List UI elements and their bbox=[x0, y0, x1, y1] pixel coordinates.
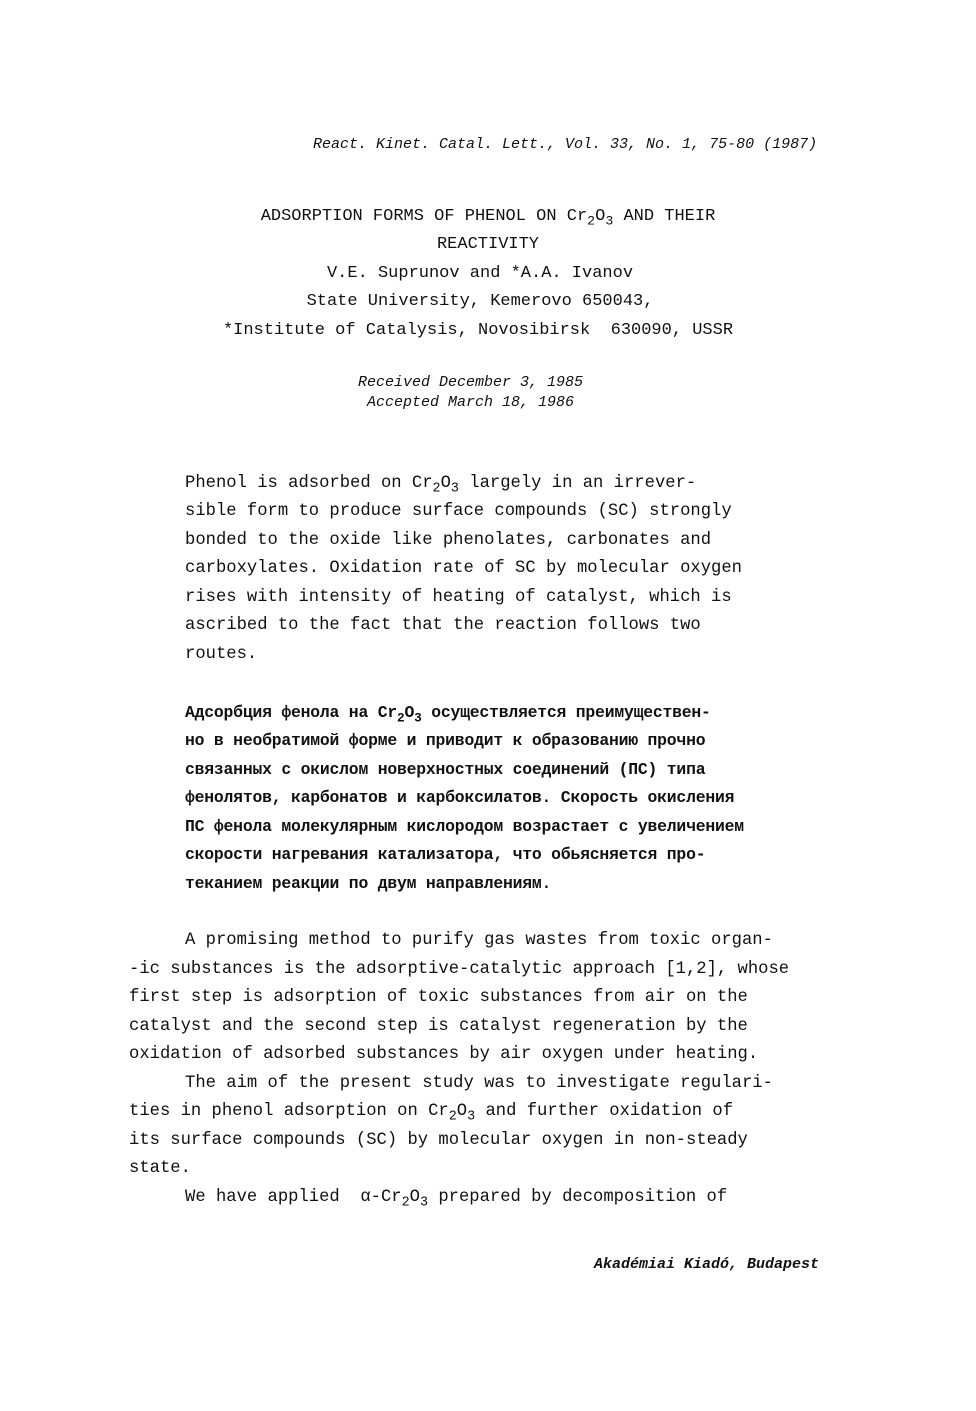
body-line: oxidation of adsorbed substances by air oxygen under heating. bbox=[129, 1045, 759, 1064]
abstract-en-line: routes. bbox=[185, 645, 258, 664]
paper-title-line-1: ADSORPTION FORMS OF PHENOL ON $Cr_2O_3$ AND THEIR bbox=[260, 207, 716, 229]
publisher-footer: Akadémiai Kiadó, Budapest bbox=[594, 1256, 820, 1273]
affiliation-1: State University, Kemerovo 650043, bbox=[306, 292, 654, 311]
abstract-ru-line-1: Адсорбция фенола на $Cr_2O_3$ осуществляется преимуществен- bbox=[185, 703, 711, 726]
abstract-en-line: sible form to produce surface compounds (SC) strongly bbox=[185, 502, 732, 521]
body-line-formula: ties in phenol adsorption on $Cr_2O_3$ and further oxidation of bbox=[129, 1102, 734, 1125]
accepted-date: Accepted March 18, 1986 bbox=[367, 394, 575, 411]
affiliation-2: *Institute of Catalysis, Novosibirsk 630090, USSR bbox=[222, 321, 734, 340]
abstract-ru-line: скорости нагревания катализатора, что обьясняется про- bbox=[185, 845, 706, 864]
body-line: The aim of the present study was to investigate regulari- bbox=[185, 1074, 773, 1093]
abstract-en-line: rises with intensity of heating of catalyst, which is bbox=[185, 588, 732, 607]
body-line: its surface compounds (SC) by molecular oxygen in non-steady bbox=[129, 1131, 748, 1150]
body-line: A promising method to purify gas wastes from toxic organ- bbox=[185, 931, 773, 950]
abstract-ru-line: ПС фенола молекулярным кислородом возрастает с увеличением bbox=[185, 817, 744, 836]
body-line: state. bbox=[129, 1159, 191, 1178]
abstract-en-line: carboxylates. Oxidation rate of SC by molecular oxygen bbox=[185, 559, 742, 578]
abstract-ru-line: теканием реакции по двум направлениям. bbox=[185, 874, 552, 893]
body-line-formula: We have applied $\alpha-Cr_2O_3$ prepared by decomposition of bbox=[185, 1188, 728, 1211]
body-line: first step is adsorption of toxic substances from air on the bbox=[129, 988, 748, 1007]
paper-title-line-2: REACTIVITY bbox=[436, 235, 540, 254]
abstract-en-line-1: Phenol is adsorbed on $Cr_2O_3$ largely in an irrever- bbox=[185, 474, 697, 497]
body-line: -ic substances is the adsorptive-catalytic approach [1,2], whose bbox=[129, 960, 790, 979]
body-line: catalyst and the second step is catalyst regeneration by the bbox=[129, 1017, 748, 1036]
abstract-ru-line: связанных с окислом новерхностных соединений (ПС) типа bbox=[185, 760, 706, 779]
authors: V.E. Suprunov and *A.A. Ivanov bbox=[326, 264, 634, 283]
abstract-en-line: ascribed to the fact that the reaction follows two bbox=[185, 616, 701, 635]
received-date: Received December 3, 1985 bbox=[358, 374, 584, 391]
abstract-ru-line: но в необратимой форме и приводит к образованию прочно bbox=[185, 731, 706, 750]
journal-reference: React. Kinet. Catal. Lett., Vol. 33, No. 1, 75-80 (1987) bbox=[313, 136, 818, 153]
abstract-ru-line: фенолятов, карбонатов и карбоксилатов. Скорость окисления bbox=[185, 788, 735, 807]
abstract-en-line: bonded to the oxide like phenolates, carbonates and bbox=[185, 531, 712, 550]
